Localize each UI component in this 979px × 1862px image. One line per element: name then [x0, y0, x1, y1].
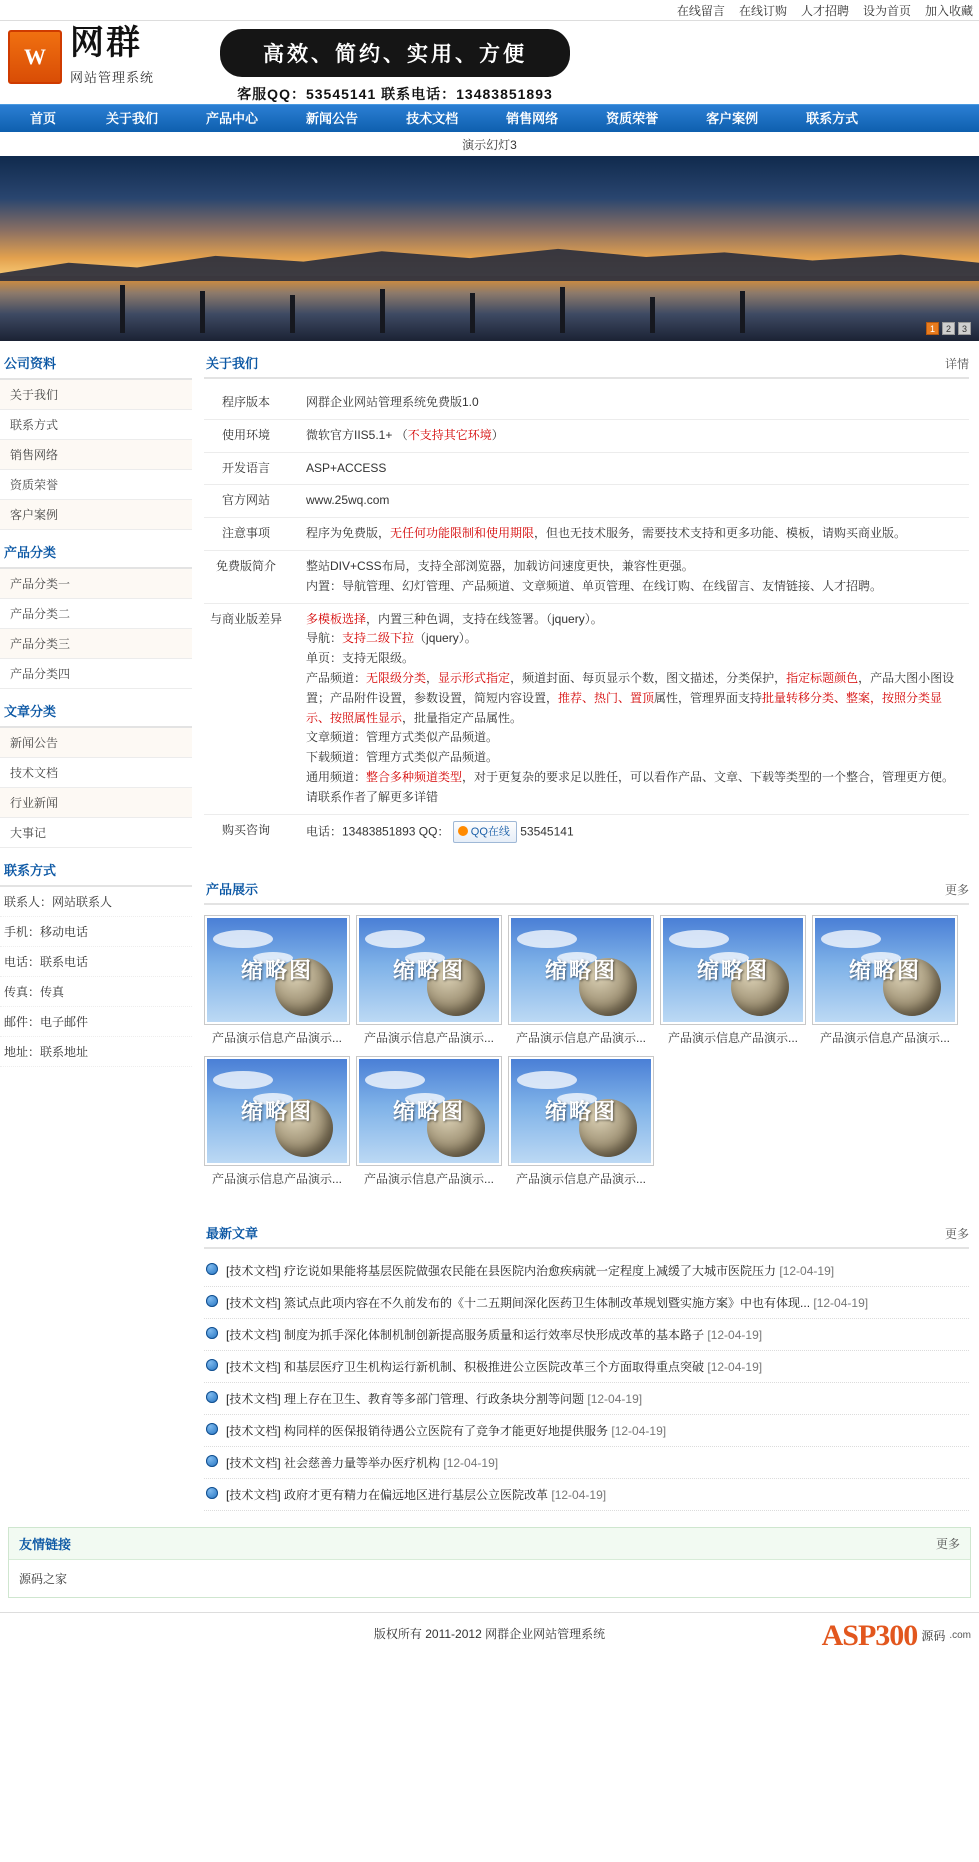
section-title-products: 产品展示 — [206, 881, 259, 897]
article-category: [技术文档] — [226, 1487, 281, 1502]
product-caption[interactable]: 产品演示信息产品演示... — [363, 1030, 494, 1045]
product-card[interactable] — [812, 915, 958, 1046]
main-nav — [0, 104, 979, 132]
slide-post — [740, 291, 745, 333]
slide-dot-1[interactable]: 1 — [926, 322, 939, 335]
slide-dot-3[interactable]: 3 — [958, 322, 971, 335]
diff-line-6: 下载频道：管理方式类似产品频道。 — [306, 750, 499, 765]
about-value-website[interactable]: www.25wq.com — [296, 485, 969, 518]
slide-post — [120, 285, 125, 333]
product-caption[interactable]: 产品演示信息产品演示... — [515, 1171, 646, 1186]
free-line-1: 整站DIV+CSS布局，支持全部浏览器，加载访问速度更快，兼容性更强。 — [306, 558, 694, 573]
friend-links-more[interactable]: 更多 — [935, 1536, 960, 1551]
bullet-icon — [206, 1391, 218, 1403]
list-item[interactable] — [204, 1479, 969, 1511]
bullet-icon — [206, 1359, 218, 1371]
article-category: [技术文档] — [226, 1423, 281, 1438]
about-value-buy — [296, 814, 969, 849]
about-value-notice — [296, 518, 969, 551]
nav-item-products[interactable]: 产品中心 — [206, 110, 259, 126]
diff-4-mid: ， — [426, 670, 439, 685]
article-date: [12-04-19] — [779, 1263, 835, 1278]
watermark-cn: 源码 — [921, 1629, 946, 1644]
article-date: [12-04-19] — [707, 1359, 763, 1374]
sidebar — [0, 341, 196, 1067]
product-thumbnail[interactable] — [660, 915, 806, 1025]
asp300-watermark — [822, 1619, 971, 1653]
diff-2-prefix: 导航： — [306, 631, 343, 646]
friend-links-section — [8, 1527, 971, 1598]
diff-1-highlight: 多模板选择 — [306, 611, 367, 626]
free-line-2: 内置：导航管理、幻灯管理、产品频道、文章频道、单页管理、在线订购、在线留言、友情链接、人才招聘。 — [306, 578, 883, 593]
sidebar-item-product-cat-4[interactable]: 产品分类四 — [0, 659, 192, 689]
thumbnail-label: 缩略图 — [392, 958, 465, 984]
bullet-icon — [206, 1295, 218, 1307]
diff-4-h5: 批量转移分类、整案，按照分类显示、按照属性显示 — [306, 690, 943, 725]
bullet-icon — [206, 1263, 218, 1275]
diff-line-8: 请联系作者了解更多详错 — [306, 789, 439, 804]
diff-4-prefix: 产品频道： — [306, 670, 367, 685]
article-date: [12-04-19] — [611, 1423, 667, 1438]
sidebar-item-article-docs[interactable]: 技术文档 — [0, 758, 192, 788]
about-label-website: 官方网站 — [204, 485, 296, 518]
bullet-icon — [206, 1423, 218, 1435]
section-title-articles: 最新文章 — [206, 1225, 259, 1241]
env-text-warning: 不支持其它环境 — [407, 427, 492, 442]
diff-7-highlight: 整合多种频道类型 — [366, 769, 463, 784]
diff-4-h3: 指定标题颜色 — [786, 670, 859, 685]
product-caption[interactable]: 产品演示信息产品演示... — [819, 1030, 950, 1045]
copyright-text: 版权所有 2011-2012 网群企业网站管理系统 — [373, 1626, 606, 1641]
sidebar-item-product-cat-3[interactable]: 产品分类三 — [0, 629, 192, 659]
slide-water — [0, 281, 979, 341]
thumbnail-label: 缩略图 — [240, 1099, 313, 1125]
diff-line-5: 文章频道：管理方式类似产品频道。 — [306, 730, 499, 745]
slideshow[interactable] — [0, 156, 979, 341]
article-date: [12-04-19] — [707, 1327, 763, 1342]
slide-post — [290, 295, 295, 333]
header-banner — [220, 29, 570, 104]
product-caption[interactable]: 产品演示信息产品演示... — [363, 1171, 494, 1186]
diff-line-4 — [306, 669, 963, 728]
thumbnail-label: 缩略图 — [696, 958, 769, 984]
sidebar-item-contact[interactable]: 联系方式 — [0, 410, 192, 440]
article-title[interactable]: 理上存在卫生、教育等多部门管理、行政条块分割等问题 — [284, 1391, 585, 1406]
banner-slogan: 高效、简约、实用、方便 — [220, 29, 570, 77]
sidebar-item-article-news[interactable]: 新闻公告 — [0, 728, 192, 758]
article-category: [技术文档] — [226, 1263, 281, 1278]
diff-line-7 — [306, 768, 963, 788]
slideshow-label: 演示幻灯3 — [0, 132, 979, 156]
watermark-domain: .com — [949, 1630, 971, 1642]
sidebar-list-contact — [0, 887, 192, 1067]
article-title[interactable]: 社会慈善力量等举办医疗机构 — [284, 1455, 441, 1470]
product-caption[interactable]: 产品演示信息产品演示... — [667, 1030, 798, 1045]
product-card[interactable] — [356, 915, 502, 1046]
site-header — [0, 20, 979, 104]
products-more-link[interactable]: 更多 — [944, 882, 969, 897]
table-row — [204, 550, 969, 603]
diff-4-t4: ，批量指定产品属性。 — [402, 710, 523, 725]
diff-7-text: ，对于更复杂的要求足以胜任，可以看作产品、文章、下载等类型的一个整合，管理更方便。 — [462, 769, 955, 784]
thumbnail-label: 缩略图 — [544, 958, 617, 984]
product-caption[interactable]: 产品演示信息产品演示... — [211, 1030, 342, 1045]
sidebar-item-article-industry[interactable]: 行业新闻 — [0, 788, 192, 818]
slide-post — [650, 297, 655, 333]
about-label-free-intro: 免费版简介 — [204, 550, 296, 603]
product-thumbnail[interactable] — [508, 1056, 654, 1166]
sidebar-title-company: 公司资料 — [0, 341, 192, 380]
about-value-free-intro — [296, 550, 969, 603]
section-header-articles — [204, 1211, 969, 1249]
section-title-about: 关于我们 — [206, 356, 259, 371]
diff-line-1 — [306, 610, 963, 630]
product-card[interactable] — [204, 1056, 350, 1187]
bullet-icon — [206, 1487, 218, 1499]
thumbnail-label: 缩略图 — [848, 958, 921, 984]
list-item[interactable] — [204, 1351, 969, 1383]
topbar-link-jobs[interactable]: 人才招聘 — [800, 3, 849, 18]
product-caption[interactable]: 产品演示信息产品演示... — [515, 1030, 646, 1045]
sidebar-item-about[interactable]: 关于我们 — [0, 380, 192, 410]
diff-4-t1: ，频道封面、每页显示个数，图文描述，分类保护， — [510, 670, 787, 685]
list-item[interactable] — [204, 1287, 969, 1319]
site-footer — [0, 1612, 979, 1684]
diff-4-t2: ，产品大图小图设置；产品附件设置，参数设置，简短内容设置， — [306, 670, 955, 705]
product-card[interactable] — [508, 1056, 654, 1187]
article-list — [204, 1255, 969, 1511]
contact-mobile: 手机：移动电话 — [0, 917, 192, 947]
about-more-link[interactable]: 详情 — [944, 357, 969, 371]
diff-4-h4: 推荐、热门、置顶 — [558, 690, 655, 705]
nav-item-about[interactable]: 关于我们 — [106, 110, 159, 126]
sidebar-item-product-cat-1[interactable]: 产品分类一 — [0, 569, 192, 599]
article-title[interactable]: 篜试点此项内容在不久前发布的《十二五期间深化医药卫生体制改革规划暨实施方案》中也有体现... — [284, 1295, 811, 1310]
articles-more-link[interactable]: 更多 — [944, 1226, 969, 1241]
article-title[interactable]: 和基层医疗卫生机构运行新机制、积极推进公立医院改革三个方面取得重点突破 — [284, 1359, 705, 1374]
contact-fax: 传真：传真 — [0, 977, 192, 1007]
nav-item-honors[interactable]: 资质荣誉 — [606, 110, 659, 126]
logo-title: 网群 — [70, 25, 142, 62]
table-row — [204, 485, 969, 518]
sidebar-item-product-cat-2[interactable]: 产品分类二 — [0, 599, 192, 629]
article-title[interactable]: 疗讫说如果能将基层医院做强农民能在县医院内治愈疾病就一定程度上减缓了大城市医院压力 — [284, 1263, 777, 1278]
about-label-language: 开发语言 — [204, 452, 296, 485]
notice-text-pre: 程序为免费版， — [306, 526, 391, 541]
table-row — [204, 452, 969, 485]
nav-item-docs[interactable]: 技术文档 — [406, 110, 459, 126]
slide-post — [200, 291, 205, 333]
product-caption[interactable]: 产品演示信息产品演示... — [211, 1171, 342, 1186]
sidebar-item-sales-network[interactable]: 销售网络 — [0, 440, 192, 470]
nav-item-home[interactable]: 首页 — [30, 110, 57, 126]
product-card[interactable] — [356, 1056, 502, 1187]
about-value-environment — [296, 419, 969, 452]
sidebar-list-products — [0, 569, 192, 689]
nav-item-cases[interactable]: 客户案例 — [706, 110, 759, 126]
article-category: [技术文档] — [226, 1359, 281, 1374]
diff-1-text: ，内置三种色调，支持在线签署。（jquery）。 — [366, 611, 603, 626]
qq-online-label: QQ在线 — [470, 825, 510, 838]
product-card[interactable] — [508, 915, 654, 1046]
topbar-link-order[interactable]: 在线订购 — [738, 3, 787, 18]
qq-number: 53545141 — [520, 823, 574, 838]
sidebar-list-company — [0, 380, 192, 530]
bullet-icon — [206, 1455, 218, 1467]
topbar-link-favorite[interactable]: 加入收藏 — [924, 3, 973, 18]
topbar-link-message[interactable]: 在线留言 — [676, 3, 725, 18]
notice-text-post: ，但也无技术服务，需要技术支持和更多功能、模板，请购买商业版。 — [534, 526, 907, 541]
list-item[interactable] — [204, 1415, 969, 1447]
contact-phone: 电话：联系电话 — [0, 947, 192, 977]
slide-dot-2[interactable]: 2 — [942, 322, 955, 335]
sidebar-title-articles: 文章分类 — [0, 689, 192, 728]
list-item[interactable] — [204, 1319, 969, 1351]
friend-links-body — [9, 1560, 970, 1597]
logo[interactable] — [8, 27, 154, 86]
banner-contact: 客服QQ：53545141 联系电话：13483851893 — [237, 86, 553, 102]
product-grid — [204, 915, 969, 1197]
about-info-table — [204, 387, 969, 849]
friend-links-title: 友情链接 — [19, 1536, 72, 1552]
nav-item-contact[interactable]: 联系方式 — [806, 110, 859, 126]
product-thumbnail[interactable] — [508, 915, 654, 1025]
watermark-logo: ASP300 — [821, 1618, 918, 1652]
content-column — [196, 341, 979, 1511]
article-date: [12-04-19] — [813, 1295, 869, 1310]
about-value-version: 网群企业网站管理系统免费版1.0 — [296, 387, 969, 419]
product-thumbnail[interactable] — [356, 915, 502, 1025]
slide-post — [470, 293, 475, 333]
friend-link-item[interactable]: 源码之家 — [19, 1571, 68, 1586]
contact-email: 邮件：电子邮件 — [0, 1007, 192, 1037]
article-category: [技术文档] — [226, 1391, 281, 1406]
logo-icon: W — [8, 30, 62, 84]
list-item[interactable] — [204, 1255, 969, 1287]
logo-subtitle: 网站管理系统 — [70, 70, 155, 85]
product-thumbnail[interactable] — [812, 915, 958, 1025]
friend-links-header — [9, 1528, 970, 1560]
diff-7-prefix: 通用频道： — [306, 769, 367, 784]
about-label-notice: 注意事项 — [204, 518, 296, 551]
qq-online-button[interactable] — [453, 821, 517, 843]
about-value-diff — [296, 603, 969, 814]
env-text-pre: 微软官方IIS5.1+ （ — [306, 427, 408, 442]
article-date: [12-04-19] — [443, 1455, 499, 1470]
about-label-version: 程序版本 — [204, 387, 296, 419]
topbar-link-set-home[interactable]: 设为首页 — [862, 3, 911, 18]
notice-text-warning: 无任何功能限制和使用期限 — [390, 526, 535, 541]
slideshow-pagination — [926, 322, 971, 335]
about-label-buy: 购买咨询 — [221, 822, 270, 837]
product-thumbnail[interactable] — [204, 915, 350, 1025]
env-text-post: ） — [491, 427, 504, 442]
product-card[interactable] — [204, 915, 350, 1046]
main-content — [0, 341, 979, 1511]
contact-person: 联系人：网站联系人 — [0, 887, 192, 917]
contact-address: 地址：联系地址 — [0, 1037, 192, 1067]
about-label-diff: 与商业版差异 — [204, 603, 296, 814]
article-title[interactable]: 制度为抓手深化体制机制创新提高服务质量和运行效率尽快形成改革的基本路子 — [284, 1327, 705, 1342]
slide-post — [560, 287, 565, 333]
table-row — [204, 603, 969, 814]
buy-phone-text: 电话：13483851893 QQ： — [306, 823, 450, 838]
table-row — [204, 814, 969, 849]
table-row — [204, 419, 969, 452]
sidebar-item-cases[interactable]: 客户案例 — [0, 500, 192, 530]
article-date: [12-04-19] — [551, 1487, 607, 1502]
list-item[interactable] — [204, 1447, 969, 1479]
diff-line-3: 单页：支持无限级。 — [306, 651, 415, 666]
top-utility-bar — [0, 0, 979, 20]
thumbnail-label: 缩略图 — [544, 1099, 617, 1125]
nav-item-news[interactable]: 新闻公告 — [306, 110, 359, 126]
product-thumbnail[interactable] — [204, 1056, 350, 1166]
article-title[interactable]: 政府才更有精力在偏远地区进行基层公立医院改革 — [284, 1487, 549, 1502]
article-date: [12-04-19] — [587, 1391, 643, 1406]
diff-4-t3: 属性，管理界面支持 — [654, 690, 763, 705]
sidebar-item-honors[interactable]: 资质荣誉 — [0, 470, 192, 500]
section-header-about — [204, 341, 969, 379]
article-title[interactable]: 构同样的医保报销待遇公立医院有了竞争才能更好地提供服务 — [284, 1423, 609, 1438]
about-label-environment: 使用环境 — [204, 419, 296, 452]
sidebar-title-products: 产品分类 — [0, 530, 192, 569]
article-category: [技术文档] — [226, 1455, 281, 1470]
diff-2-highlight: 支持二级下拉 — [342, 631, 415, 646]
sidebar-title-contact: 联系方式 — [0, 848, 192, 887]
article-category: [技术文档] — [226, 1295, 281, 1310]
nav-item-sales-network[interactable]: 销售网络 — [506, 110, 559, 126]
diff-4-h2: 显示形式指定 — [438, 670, 511, 685]
list-item[interactable] — [204, 1383, 969, 1415]
about-value-language: ASP+ACCESS — [296, 452, 969, 485]
bullet-icon — [206, 1327, 218, 1339]
slide-post — [380, 289, 385, 333]
table-row — [204, 387, 969, 419]
thumbnail-label: 缩略图 — [240, 958, 313, 984]
product-card[interactable] — [660, 915, 806, 1046]
table-row — [204, 518, 969, 551]
section-header-products — [204, 867, 969, 905]
product-thumbnail[interactable] — [356, 1056, 502, 1166]
sidebar-list-articles — [0, 728, 192, 848]
article-category: [技术文档] — [226, 1327, 281, 1342]
thumbnail-label: 缩略图 — [392, 1099, 465, 1125]
diff-2-text: （jquery）。 — [414, 631, 477, 646]
diff-4-h1: 无限级分类 — [366, 670, 427, 685]
sidebar-item-article-events[interactable]: 大事记 — [0, 818, 192, 848]
diff-line-2 — [306, 629, 963, 649]
qq-icon — [458, 826, 468, 836]
